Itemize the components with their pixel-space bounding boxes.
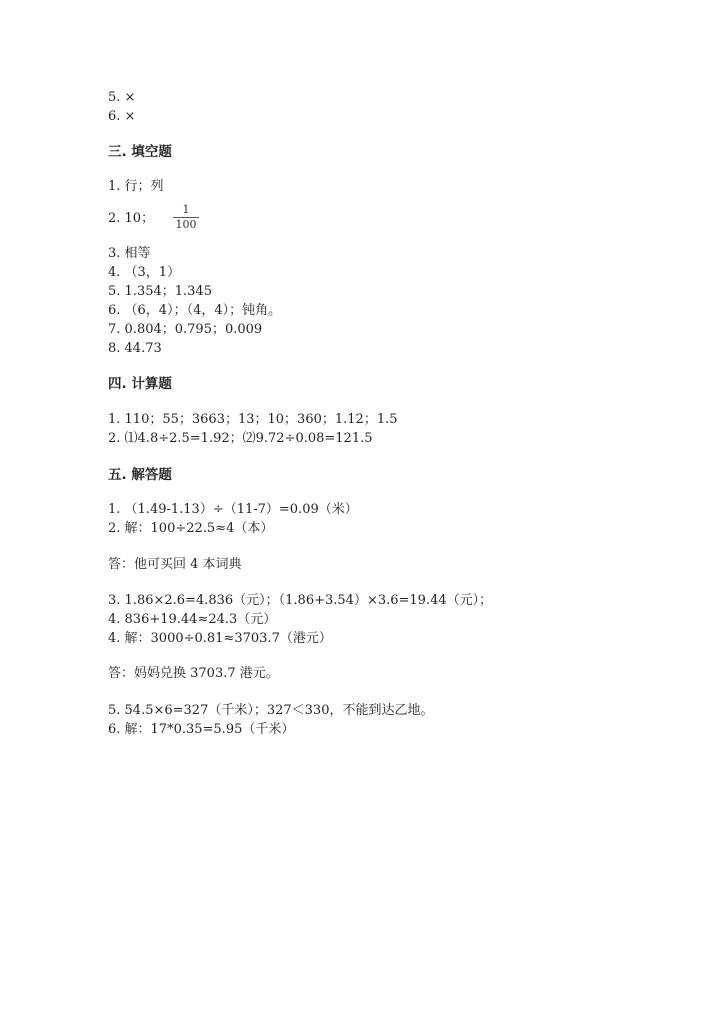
section-heading-fill-blank: 三. 填空题 <box>108 144 172 160</box>
answer-line: 1. 110；55；3663；13；10；360；1.12；1.5 <box>108 412 398 427</box>
answer-line: 2. 10； <box>108 211 155 226</box>
fraction <box>173 204 199 231</box>
answer-line: 5. × <box>108 90 136 105</box>
answer-line: 3. 相等 <box>108 246 151 261</box>
answer-line: 6. 解：17*0.35=5.95（千米） <box>108 722 295 737</box>
answer-line: 8. 44.73 <box>108 341 162 356</box>
fraction-numerator: 1 <box>182 203 190 216</box>
answer-line: 5. 54.5×6=327（千米）；327＜330，不能到达乙地。 <box>108 703 434 718</box>
section-heading-calculation: 四. 计算题 <box>108 376 172 392</box>
answer-line: 2. 解：100÷22.5≈4（本） <box>108 521 274 536</box>
answer-line: 答：他可买回 4 本词典 <box>108 557 242 572</box>
answer-line: 4. 836+19.44≈24.3（元） <box>108 612 277 627</box>
answer-line: 6. × <box>108 109 136 124</box>
fraction-denominator: 100 <box>175 218 197 231</box>
answer-line: 5. 1.354；1.345 <box>108 284 212 299</box>
answer-line: 1. （1.49-1.13）÷（11-7）=0.09（米） <box>108 502 358 517</box>
answer-line: 2. ⑴4.8÷2.5=1.92；⑵9.72÷0.08=121.5 <box>108 431 373 446</box>
answer-line: 4. 解：3000÷0.81≈3703.7（港元） <box>108 631 332 646</box>
answer-line: 答：妈妈兑换 3703.7 港元。 <box>108 666 279 681</box>
answer-line: 3. 1.86×2.6=4.836（元）；（1.86+3.54）×3.6=19.44（元）； <box>108 593 493 608</box>
answer-line: 1. 行；列 <box>108 179 164 194</box>
answer-line: 6. （6，4）；（4，4）；钝角。 <box>108 303 282 318</box>
answer-line: 4. （3，1） <box>108 265 181 280</box>
answer-line: 7. 0.804；0.795；0.009 <box>108 322 263 337</box>
section-heading-word-problems: 五. 解答题 <box>108 467 172 483</box>
